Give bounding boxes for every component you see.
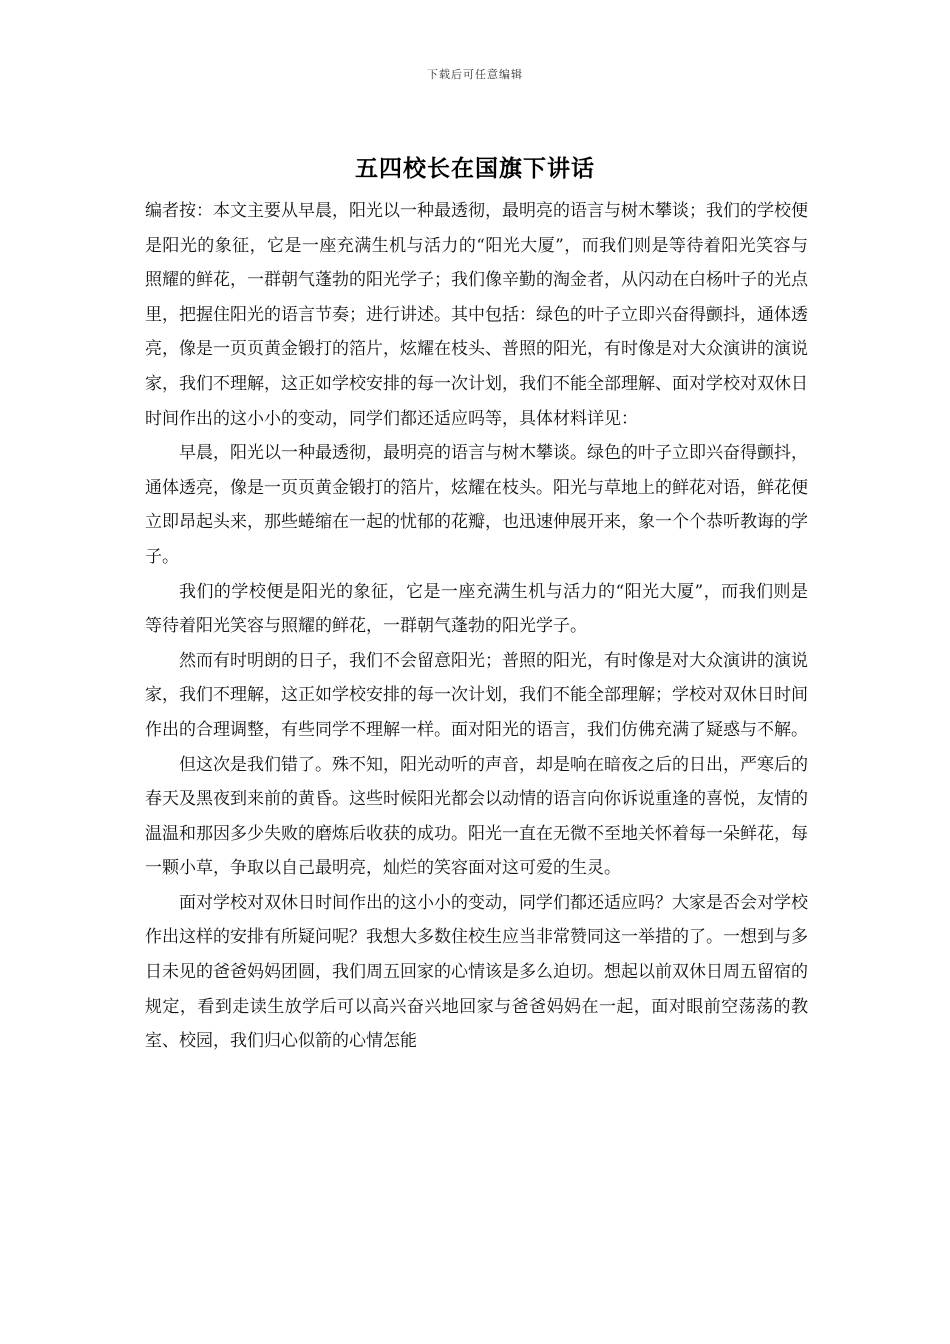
body-paragraph-5: 面对学校对双休日时间作出的这小小的变动，同学们都还适应吗？大家是否会对学校作出这样的安排有所疑问呢？我想大多数住校生应当非常赞同这一举措的了。一想到与多日未见的爸爸妈妈团圆，我们周五回家的心情该是多么迫切。想起以前双休日周五留宿的规定，看到走读生放学后可以高兴奋兴地回家与爸爸妈妈在一起，面对眼前空荡荡的教室、校园，我们归心似箭的心情怎能 [145,892,808,1052]
document-body [145,194,808,1059]
page-header-note: 下载后可任意编辑 [427,68,523,81]
body-paragraph-1: 早晨，阳光以一种最透彻，最明亮的语言与树木攀谈。绿色的叶子立即兴奋得颤抖，通体透亮，像是一页页黄金锻打的箔片，炫耀在枝头。阳光与草地上的鲜花对语，鲜花便立即昂起头来，那些蜷缩在一起的忧郁的花瓣，也迅速伸展开来，象一个个恭听教诲的学子。 [145,443,808,567]
body-paragraph-2: 我们的学校便是阳光的象征，它是一座充满生机与活力的“阳光大厦”，而我们则是等待着阳光笑容与照耀的鲜花，一群朝气蓬勃的阳光学子。 [145,581,808,637]
body-paragraph-4: 但这次是我们错了。殊不知，阳光动听的声音，却是响在暗夜之后的日出，严寒后的春天及黑夜到来前的黄昏。这些时候阳光都会以动情的语言向你诉说重逢的喜悦，友情的温温和那因多少失败的磨炼后收获的成功。阳光一直在无微不至地关怀着每一朵鲜花，每一颗小草，争取以自己最明亮，灿烂的笑容面对这可爱的生灵。 [145,754,808,879]
editor-note-paragraph: 编者按：本文主要从早晨，阳光以一种最透彻，最明亮的语言与树木攀谈；我们的学校便是阳光的象征，它是一座充满生机与活力的“阳光大厦”，而我们则是等待着阳光笑容与照耀的鲜花，一群朝气蓬勃的阳光学子；我们像辛勤的淘金者，从闪动在白杨叶子的光点里，把握住阳光的语言节奏；进行讲述。其中包括：绿色的叶子立即兴奋得颤抖，通体透亮，像是一页页黄金锻打的箔片，炫耀在枝头、普照的阳光，有时像是对大众演讲的演说家，我们不理解，这正如学校安排的每一次计划，我们不能全部理解、面对学校对双休日时间作出的这小小的变动，同学们都还适应吗等，具体材料详见： [145,201,808,429]
body-paragraph-3: 然而有时明朗的日子，我们不会留意阳光；普照的阳光，有时像是对大众演讲的演说家，我们不理解，这正如学校安排的每一次计划，我们不能全部理解；学校对双休日时间作出的合理调整，有些同学不理解一样。面对阳光的语言，我们仿佛充满了疑惑与不解。 [145,650,808,740]
document-title: 五四校长在国旗下讲话 [355,155,595,182]
